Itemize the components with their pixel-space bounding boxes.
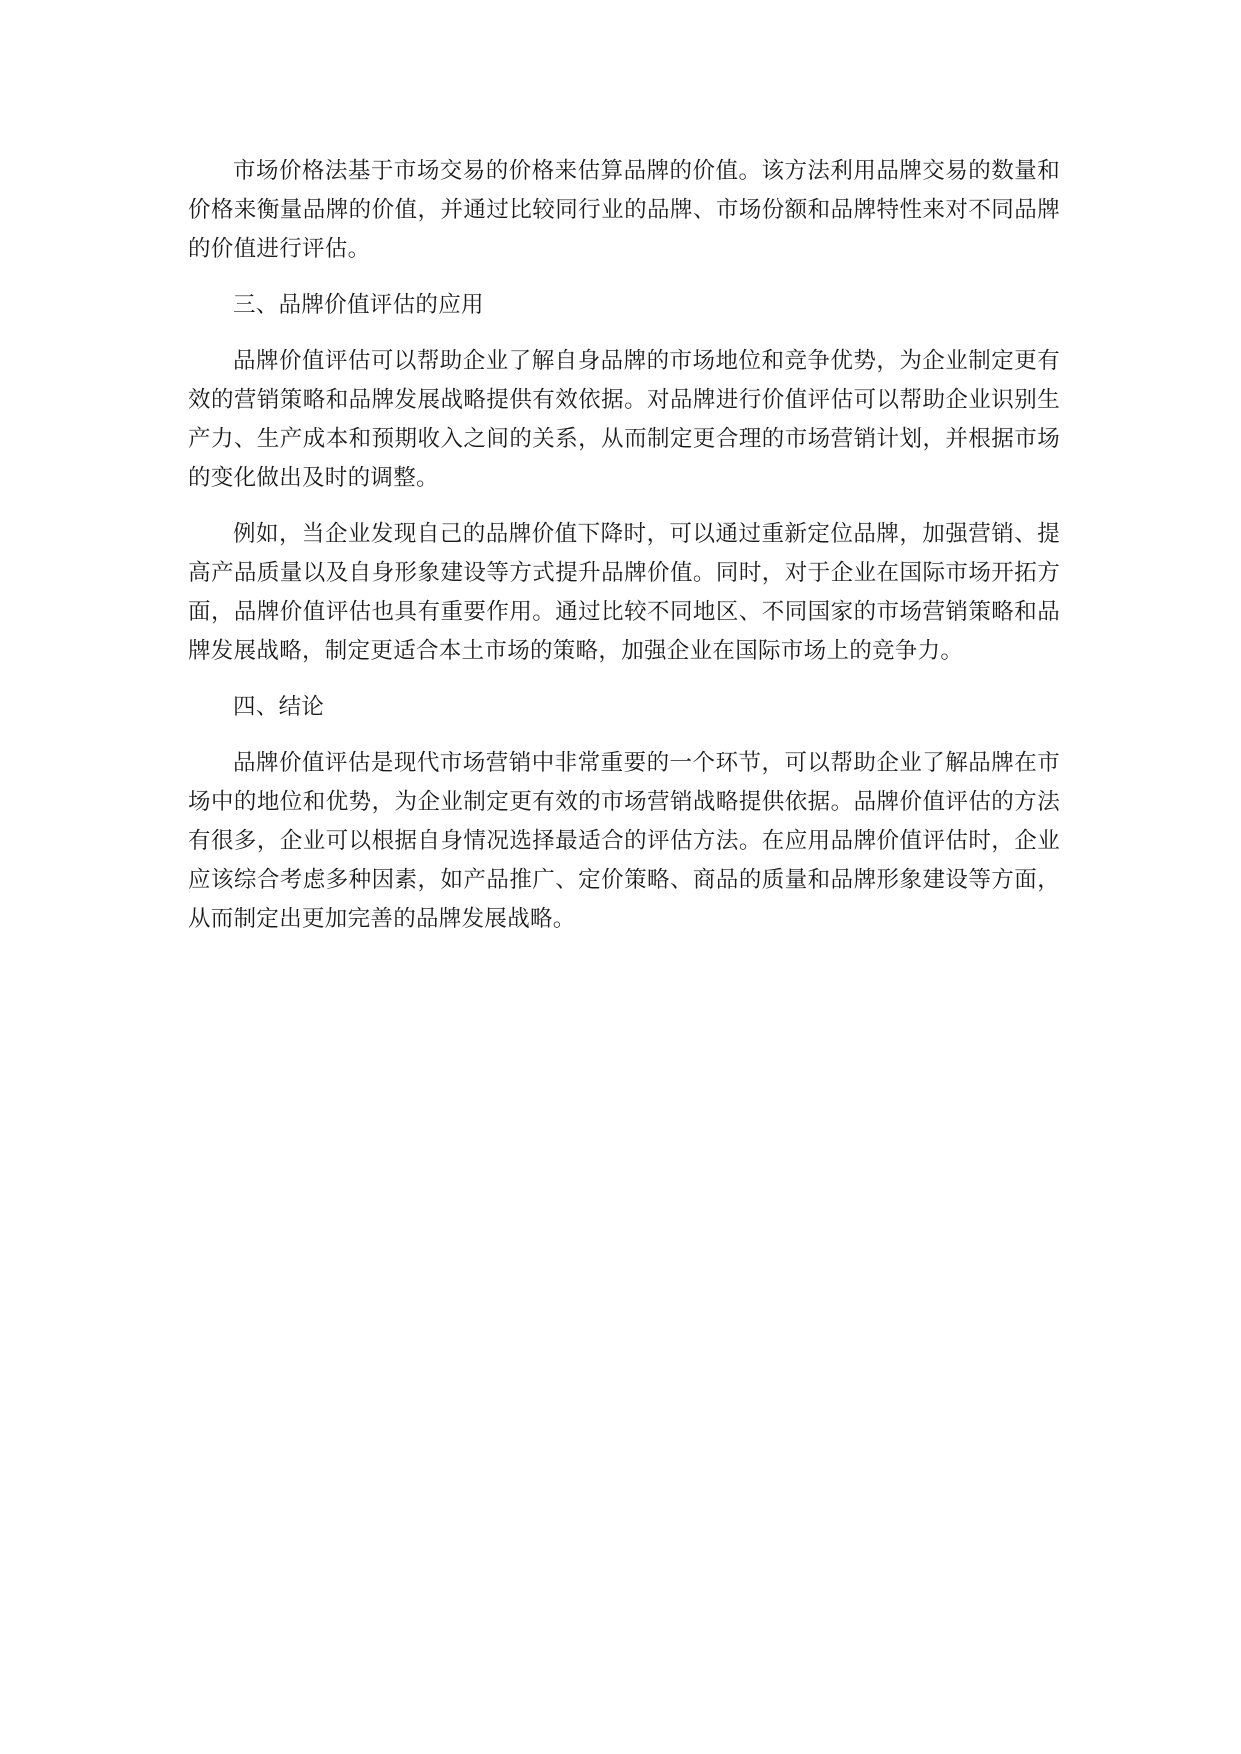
paragraph-market-price-method: 市场价格法基于市场交易的价格来估算品牌的价值。该方法利用品牌交易的数量和价格来衡量品牌的价值，并通过比较同行业的品牌、市场份额和品牌特性来对不同品牌的价值进行评估。 bbox=[188, 158, 1060, 262]
paragraph-application: 品牌价值评估可以帮助企业了解自身品牌的市场地位和竞争优势，为企业制定更有效的营销策略和品牌发展战略提供有效依据。对品牌进行价值评估可以帮助企业识别生产力、生产成本和预期收入之间的关系，从而制定更合理的市场营销计划，并根据市场的变化做出及时的调整。 bbox=[188, 348, 1060, 491]
paragraph-example: 例如，当企业发现自己的品牌价值下降时，可以通过重新定位品牌，加强营销、提高产品质量以及自身形象建设等方式提升品牌价值。同时，对于企业在国际市场开拓方面，品牌价值评估也具有重要作用。通过比较不同地区、不同国家的市场营销策略和品牌发展战略，制定更适合本土市场的策略，加强企业在国际市场上的竞争力。 bbox=[188, 521, 1060, 664]
document-body bbox=[188, 152, 1060, 956]
section-heading-application: 三、品牌价值评估的应用 bbox=[233, 292, 484, 318]
paragraph-conclusion: 品牌价值评估是现代市场营销中非常重要的一个环节，可以帮助企业了解品牌在市场中的地位和优势，为企业制定更有效的市场营销战略提供依据。品牌价值评估的方法有很多，企业可以根据自身情况选择最适合的评估方法。在应用品牌价值评估时，企业应该综合考虑多种因素，如产品推广、定价策略、商品的质量和品牌形象建设等方面，从而制定出更加完善的品牌发展战略。 bbox=[188, 750, 1060, 932]
section-heading-conclusion: 四、结论 bbox=[233, 694, 325, 720]
